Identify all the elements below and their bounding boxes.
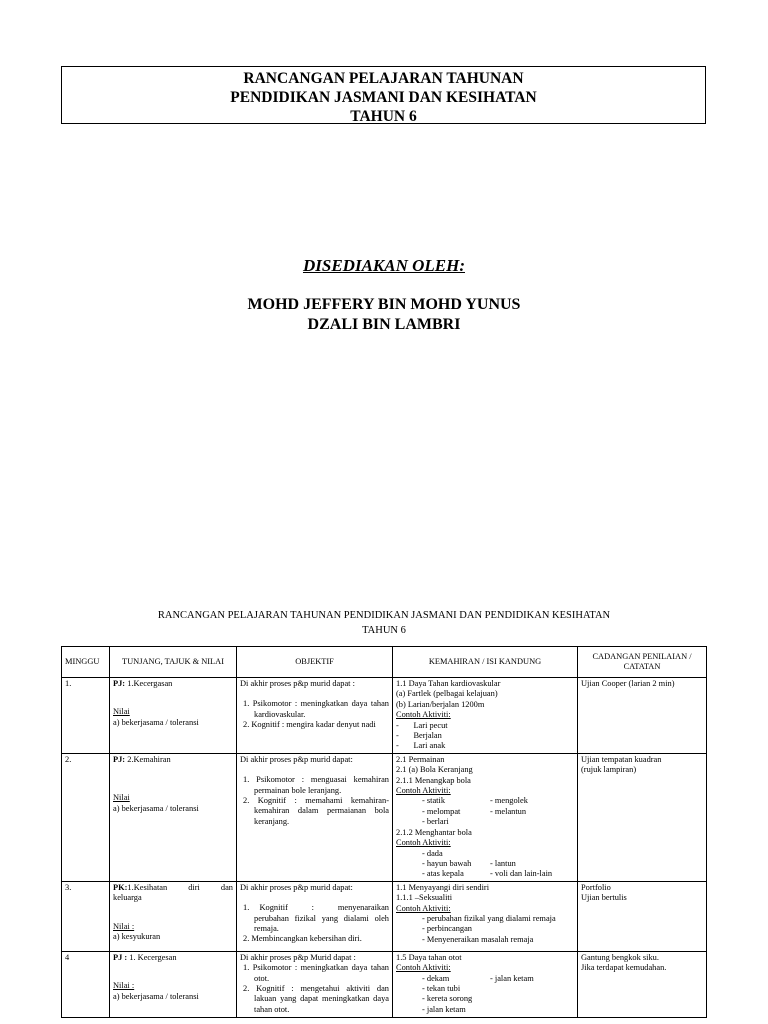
objective-item: 1. Psikomotor : meningkatkan daya tahan kardiovaskular. [243,699,389,719]
objective-item: 2. Membincangkan kebersihan diri. [243,934,362,944]
nilai-text: a) bekerjasama / toleransi [113,803,199,813]
activity-item: - melompat [422,806,461,816]
topic-text: 2.Kemahiran [125,754,171,764]
activity-item: - hayun bawah [422,858,472,868]
activity-label: Contoh Aktiviti: [396,710,451,720]
nilai-label: Nilai [113,707,130,717]
table-header-row [62,647,707,678]
objective-item: 2. Kognitif : mengetahui aktiviti dan lakuan yang dapat meningkatkan daya tahan otot. [243,983,389,1014]
content-line: 2.1 Permainan [396,754,445,764]
week-cell: 2. [62,753,110,881]
content-cell [393,678,578,754]
author-2: DZALI BIN LAMBRI [307,316,461,333]
activity-item: - dekam [422,973,450,983]
activity-item: - mengolek [490,796,528,806]
topic-code: PJ : [113,952,128,962]
activity-item: - voli dan lain-lain [490,869,553,879]
table-title-line-1: RANCANGAN PELAJARAN TAHUNAN PENDIDIKAN JASMANI DAN PENDIDIKAN KESIHATAN [157,610,611,621]
nilai-text: a) kesyukuran [113,931,161,941]
activity-item: - tekan tubi [422,983,461,993]
title-line-1: RANCANGAN PELAJARAN TAHUNAN [243,70,524,87]
activity-item: - kereta sorong [422,994,473,1004]
activity-item: - perbincangan [422,924,472,934]
content-line: 1.1 Daya Tahan kardiovaskular [396,679,501,688]
content-line: 2.1.2 Menghantar bola [396,827,472,837]
activity-item: - statik [422,796,446,806]
activity-label: Contoh Aktiviti: [396,838,451,848]
activity-item: - berlari [422,817,449,827]
topic-text: 1.Kecergasan [125,679,173,688]
assessment-cell [578,951,707,1017]
activity-item: - atas kepala [422,869,464,879]
topic-code: PJ: [113,754,126,764]
activity-item: - melantun [490,806,527,816]
assessment-line: (rujuk lampiran) [581,765,637,775]
objective-item: 1. Kognitif : menyenaraikan perubahan fizikal yang dialami oleh remaja. [243,903,392,933]
content-cell [393,881,578,951]
col-header-minggu: MINGGU [62,647,110,678]
nilai-text: a) bekerjasama / toleransi [113,991,199,1001]
activity-item: - jalan ketam [422,1004,466,1014]
objective-item: 2. Kognitif : mengira kadar denyut nadi [243,720,376,730]
table-row [62,951,707,1017]
author-1: MOHD JEFFERY BIN MOHD YUNUS [247,296,521,313]
activity-item: - Menyeneraikan masalah remaja [422,934,534,944]
topic-cell [110,753,237,881]
authors [0,295,768,335]
assessment-line: Portfolio [581,882,611,892]
activity-item: - Lari anak [396,741,446,751]
content-line: 2.1 (a) Bola Keranjang [396,765,473,775]
table-row [62,881,707,951]
content-line: 1.1.1 –Seksualiti [396,893,453,903]
week-cell: 3. [62,881,110,951]
nilai-label: Nilai [113,793,130,803]
week-cell: 4 [62,951,110,1017]
assessment-cell: Ujian Cooper (larian 2 min) [578,678,707,754]
objective-intro: Di akhir proses p&p murid dapat: [240,754,353,764]
objective-cell [237,753,393,881]
topic-cell [110,678,237,754]
activity-item: - perubahan fizikal yang dialami remaja [422,913,556,923]
table-title [0,608,768,638]
assessment-cell [578,881,707,951]
objective-intro: Di akhir proses p&p murid dapat: [240,882,353,892]
prepared-by-heading: DISEDIAKAN OLEH: [302,256,465,275]
objective-item: 1. Psikomotor : meningkatkan daya tahan otot. [243,963,389,983]
content-line: 1.5 Daya tahan otot [396,952,462,962]
objective-item: 2. Kognitif : memahami kemahiran-kemahiran dalam permaianan bola keranjang. [243,796,389,826]
col-header-objektif: OBJEKTIF [237,647,393,678]
topic-cell [110,881,237,951]
assessment-cell [578,753,707,881]
activity-label: Contoh Aktiviti: [396,786,451,796]
col-header-tunjang: TUNJANG, TAJUK & NILAI [110,647,237,678]
lesson-plan-table [61,646,707,1018]
activity-item: - jalan ketam [490,973,534,983]
col-header-cadangan: CADANGAN PENILAIAN / CATATAN [578,647,707,678]
activity-item: - lantun [490,858,516,868]
activity-label: Contoh Aktiviti: [396,963,451,973]
table-title-line-2: TAHUN 6 [362,625,406,636]
activity-item: - Berjalan [396,731,442,741]
table-row [62,753,707,881]
assessment-line: Ujian bertulis [581,893,627,903]
topic-code: PJ: [113,679,126,688]
assessment-line: Gantung bengkok siku. [581,952,659,962]
nilai-label: Nilai : [113,981,135,991]
activity-item: - dada [422,848,443,858]
objective-intro: Di akhir proses p&p murid dapat : [240,679,355,688]
title-line-2: PENDIDIKAN JASMANI DAN KESIHATAN [230,89,537,106]
content-cell [393,753,578,881]
table-row [62,678,707,754]
objective-cell [237,951,393,1017]
activity-item: - Lari pecut [396,720,448,730]
topic-text: 1.Kesihatan diri dan keluarga [113,882,236,903]
content-cell [393,951,578,1017]
objective-intro: Di akhir proses p&p Murid dapat : [240,952,356,962]
topic-cell [110,951,237,1017]
objective-item: 1. Psikomotor : menguasai kemahiran permainan bole leranjang. [243,775,389,795]
nilai-label: Nilai : [113,921,135,931]
title-box [61,66,706,124]
assessment-line: Jika terdapat kemudahan. [581,963,667,973]
assessment-line: Ujian tempatan kuadran [581,754,662,764]
objective-cell [237,881,393,951]
title-line-3: TAHUN 6 [350,108,417,125]
nilai-text: a) bekerjasama / toleransi [113,717,199,727]
objective-cell [237,678,393,754]
content-line: 2.1.1 Menangkap bola [396,775,471,785]
content-line: 1.1 Menyayangi diri sendiri [396,882,490,892]
topic-code: PK: [113,882,128,892]
col-header-kemahiran: KEMAHIRAN / ISI KANDUNG [393,647,578,678]
content-line: (a) Fartlek (pelbagai kelajuan) [396,689,498,699]
week-cell: 1. [62,678,110,754]
activity-label: Contoh Aktiviti: [396,903,451,913]
content-line: (b) Larian/berjalan 1200m [396,699,485,709]
topic-text: 1. Kecergesan [127,952,177,962]
